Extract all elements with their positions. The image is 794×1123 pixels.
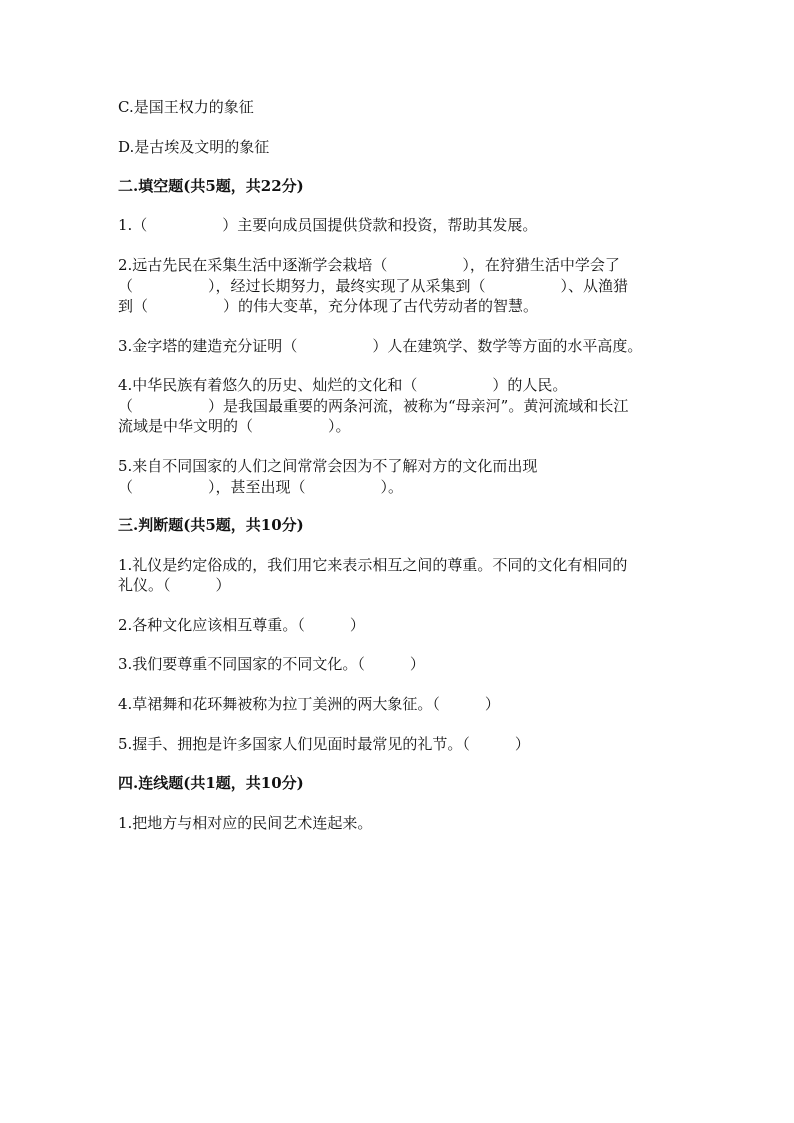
judge-question-2: 2.各种文化应该相互尊重。（ ） <box>118 616 365 634</box>
section-title-fill: 二.填空题(共5题，共22分) <box>118 177 304 195</box>
fill-question-3: 3.金字塔的建造充分证明（ ）人在建筑学、数学等方面的水平高度。 <box>118 337 643 355</box>
fill-question-5-line-2: （ ），甚至出现（ ）。 <box>118 478 404 496</box>
fill-question-2-line-2: （ ），经过长期努力，最终实现了从采集到（ ）、从渔猎 <box>118 277 629 295</box>
fill-question-4-line-3: 流域是中华文明的（ ）。 <box>118 417 351 435</box>
fill-question-2-line-3: 到（ ）的伟大变革，充分体现了古代劳动者的智慧。 <box>118 297 539 315</box>
match-question-1: 1.把地方与相对应的民间艺术连起来。 <box>118 814 373 832</box>
fill-question-1: 1.（ ）主要向成员国提供贷款和投资，帮助其发展。 <box>118 216 538 234</box>
judge-question-5: 5.握手、拥抱是许多国家人们见面时最常见的礼节。（ ） <box>118 735 530 753</box>
fill-question-4-line-2: （ ）是我国最重要的两条河流，被称为“母亲河”。黄河流域和长江 <box>118 397 629 415</box>
judge-question-3: 3.我们要尊重不同国家的不同文化。（ ） <box>118 655 425 673</box>
judge-question-4: 4.草裙舞和花环舞被称为拉丁美洲的两大象征。（ ） <box>118 695 500 713</box>
fill-question-5-line-1: 5.来自不同国家的人们之间常常会因为不了解对方的文化而出现 <box>118 457 538 475</box>
fill-question-4-line-1: 4.中华民族有着悠久的历史、灿烂的文化和（ ）的人民。 <box>118 376 568 394</box>
judge-question-1-line-2: 礼仪。（ ） <box>118 576 231 594</box>
fill-question-2-line-1: 2.远古先民在采集生活中逐渐学会栽培（ ），在狩猎生活中学会了 <box>118 256 620 274</box>
section-title-judge: 三.判断题(共5题，共10分) <box>118 516 304 534</box>
section-title-match: 四.连线题(共1题，共10分) <box>118 774 304 792</box>
option-d: D.是古埃及文明的象征 <box>118 138 270 156</box>
judge-question-1-line-1: 1.礼仪是约定俗成的，我们用它来表示相互之间的尊重。不同的文化有相同的 <box>118 556 628 574</box>
option-c: C.是国王权力的象征 <box>118 98 254 116</box>
